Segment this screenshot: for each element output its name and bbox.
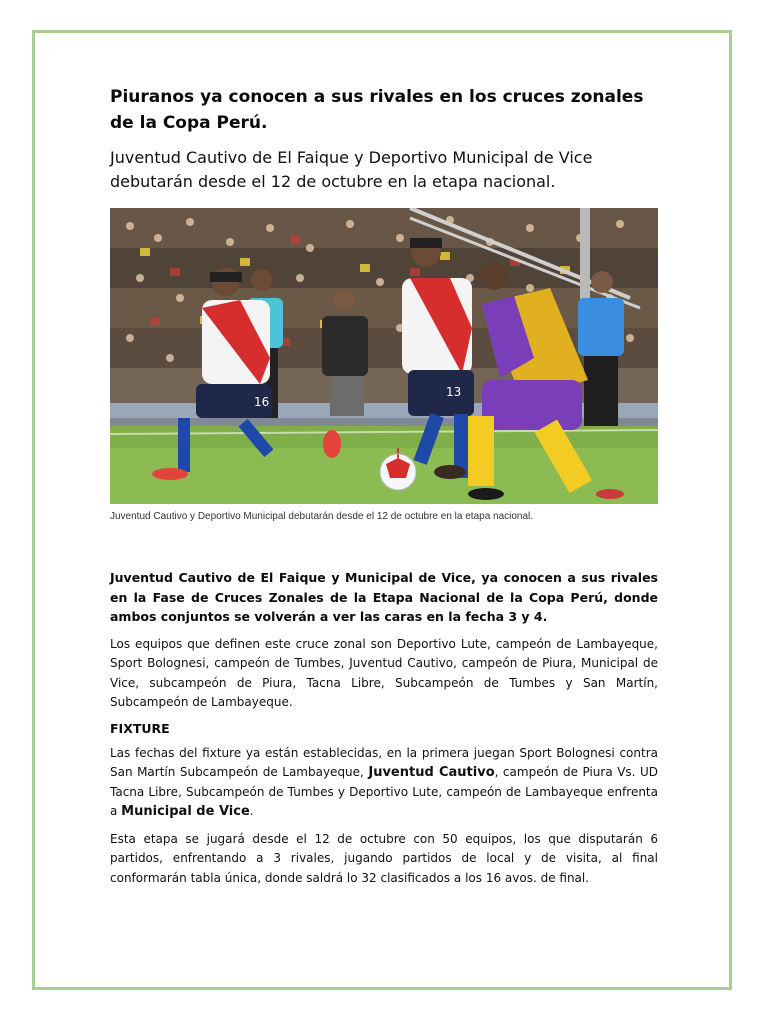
match-photo <box>110 208 658 504</box>
article-paragraph-fixture <box>110 744 658 822</box>
photo-caption: Juventud Cautivo y Deportivo Municipal debutarán desde el 12 de octubre en la etapa nacional. <box>110 511 534 522</box>
fixture-text-part-3: . <box>249 804 254 818</box>
highlight-juventud-cautivo: Juventud Cautivo <box>368 765 495 780</box>
highlight-municipal-de-vice: Municipal de Vice <box>121 804 250 819</box>
jersey-number-13: 13 <box>446 385 462 399</box>
section-title-fixture: FIXTURE <box>110 720 170 736</box>
fixture-text-part-2: , campeón de Piura Vs. UD Tacna Libre, Subcampeón de Tumbes y Deportivo Lute, campeón de Lambayeque enfrenta a <box>110 765 658 818</box>
article <box>110 84 658 896</box>
fixture-text-part-1: Las fechas del fixture ya están establecidas, en la primera juegan Sport Bolognesi contra San Martín Subcampeón de Lambayeque, <box>110 745 658 779</box>
article-lead: Juventud Cautivo de El Faique y Municipal de Vice, ya conocen a sus rivales en la Fase de Cruces Zonales de la Etapa Nacional de la Copa Perú, donde ambos conjuntos se volverán a ver las caras en la fecha 3 y 4. <box>110 570 658 624</box>
article-subheadline: Juventud Cautivo de El Faique y Deportivo Municipal de Vice debutarán desde el 12 de octubre en la etapa nacional. <box>110 148 593 191</box>
article-paragraph-teams: Los equipos que definen este cruce zonal son Deportivo Lute, campeón de Lambayeque, Sport Bolognesi, campeón de Tumbes, Juventud Cautivo, campeón de Piura, Municipal de Vice, subcampeón de Piura, Tacna Libre, Subcampeón de Tumbes y San Martín, Subcampeón de Lambayeque. <box>110 636 658 709</box>
article-paragraph-format: Esta etapa se jugará desde el 12 de octubre con 50 equipos, los que disputarán 6 partidos, enfrentando a 3 rivales, jugando partidos de local y de visita, al final conformarán tabla única, donde saldrá lo 32 clasificados a los 16 avos. de final. <box>110 831 658 885</box>
jersey-number-16: 16 <box>254 395 270 409</box>
article-headline: Piuranos ya conocen a sus rivales en los cruces zonales de la Copa Perú. <box>110 87 644 133</box>
